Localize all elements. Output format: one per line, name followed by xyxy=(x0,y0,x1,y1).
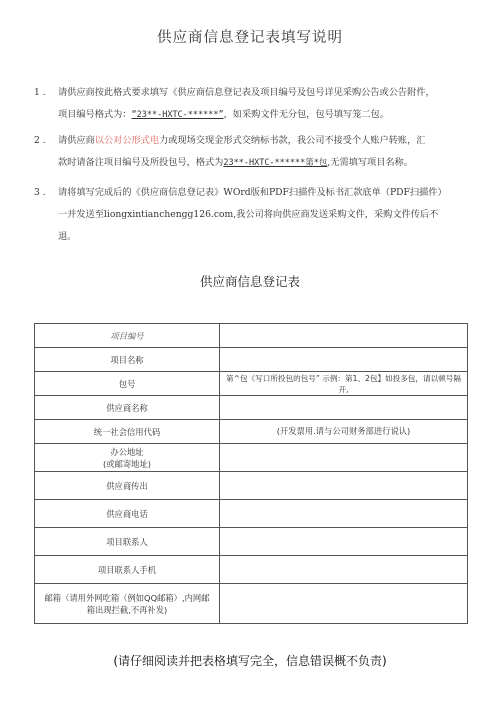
table-row xyxy=(35,372,468,396)
item-text: 款时请备注项目编号及所投包号，格式为 xyxy=(58,157,224,168)
item-text: 退。 xyxy=(58,231,77,242)
table-row xyxy=(35,500,468,528)
project-code-format: “23**-HXTC-******” xyxy=(131,110,224,120)
table-row xyxy=(35,528,468,556)
item-text: 请供应商 xyxy=(58,135,95,146)
supplier-phone-label: 供应商电话 xyxy=(35,500,220,528)
item-text: 请将填写完成后的《供应商信息登记表》WOrd版和PDF扫描件及标书汇款底单（PDF扫描件） xyxy=(58,187,447,198)
item-number: 1 . xyxy=(34,87,46,98)
item-text: 力或现场交现金形式交纳标书款，我公司不接受个人账户转账，汇 xyxy=(159,135,426,146)
project-name-label: 项目名称 xyxy=(35,348,220,372)
contact-person-field[interactable] xyxy=(220,528,468,556)
table-row xyxy=(35,396,468,420)
item-number: 2 . xyxy=(34,135,46,146)
instruction-item-2 xyxy=(34,130,474,174)
table-row xyxy=(35,444,468,472)
project-code-label: 项目编号 xyxy=(35,324,220,348)
item-text: 请供应商按此格式要求填写《供应商信息登记表及项目编号及包号详见采购公告或公告附件， xyxy=(58,87,435,98)
remittance-format: 23**-HXTC-******第*包 xyxy=(223,158,328,168)
package-number-field[interactable]: 第^包《写口所投包的包号” 示例：第1、2包】如投多包，请以顿号隔开, xyxy=(220,372,468,396)
form-title: 供应商信息登记表 xyxy=(199,274,300,289)
supplier-phone-field[interactable] xyxy=(220,500,468,528)
instruction-item-3 xyxy=(34,182,474,248)
email-label: 邮箱（请用外网吃箱（例如QQ邮箱）,内网邮箱出现拦截,不再补发) xyxy=(35,584,220,624)
supplier-name-label: 供应商名称 xyxy=(35,396,220,420)
office-address-label: 办公地址 (或邮寄地址) xyxy=(35,444,220,472)
table-row xyxy=(35,556,468,584)
footer-note: (请仔细阅读并把表格填写完全，信息错误概不负责) xyxy=(113,654,387,668)
contact-mobile-field[interactable] xyxy=(220,556,468,584)
credit-code-label: 统一社会信用代码 xyxy=(35,420,220,444)
table-row xyxy=(35,584,468,624)
item-text: ，如采购文件无分包，包号填写笼二包。 xyxy=(223,109,389,120)
contact-mobile-label: 项目联系人手机 xyxy=(35,556,220,584)
item-text: 项目编号格式为： xyxy=(58,109,132,120)
supplier-fax-label: 供应商传出 xyxy=(35,472,220,500)
table-row xyxy=(35,420,468,444)
item-text: 一并发送至liongxintianchengg126.com,我公司将向供应商发送采购文件，采购文件传后不 xyxy=(58,209,439,220)
item-number: 3 . xyxy=(34,187,46,198)
supplier-fax-field[interactable] xyxy=(220,472,468,500)
table-row xyxy=(35,472,468,500)
table-row xyxy=(35,348,468,372)
project-name-field[interactable] xyxy=(220,348,468,372)
office-address-field[interactable] xyxy=(220,444,468,472)
registration-form-table xyxy=(34,323,468,624)
contact-person-label: 项目联系人 xyxy=(35,528,220,556)
package-number-label: 包号 xyxy=(35,372,220,396)
instruction-item-1 xyxy=(34,82,474,126)
credit-code-field[interactable]: (开发票用.请与公司财务部进行说认) xyxy=(220,420,468,444)
email-field[interactable] xyxy=(220,584,468,624)
supplier-name-field[interactable] xyxy=(220,396,468,420)
item-text: ,无需填写项目名称。 xyxy=(327,157,413,168)
table-row xyxy=(35,324,468,348)
document-title: 供应商信息登记表填写说明 xyxy=(157,30,343,46)
project-code-field[interactable] xyxy=(220,324,468,348)
highlighted-text: 以公对公形式电 xyxy=(94,135,160,146)
